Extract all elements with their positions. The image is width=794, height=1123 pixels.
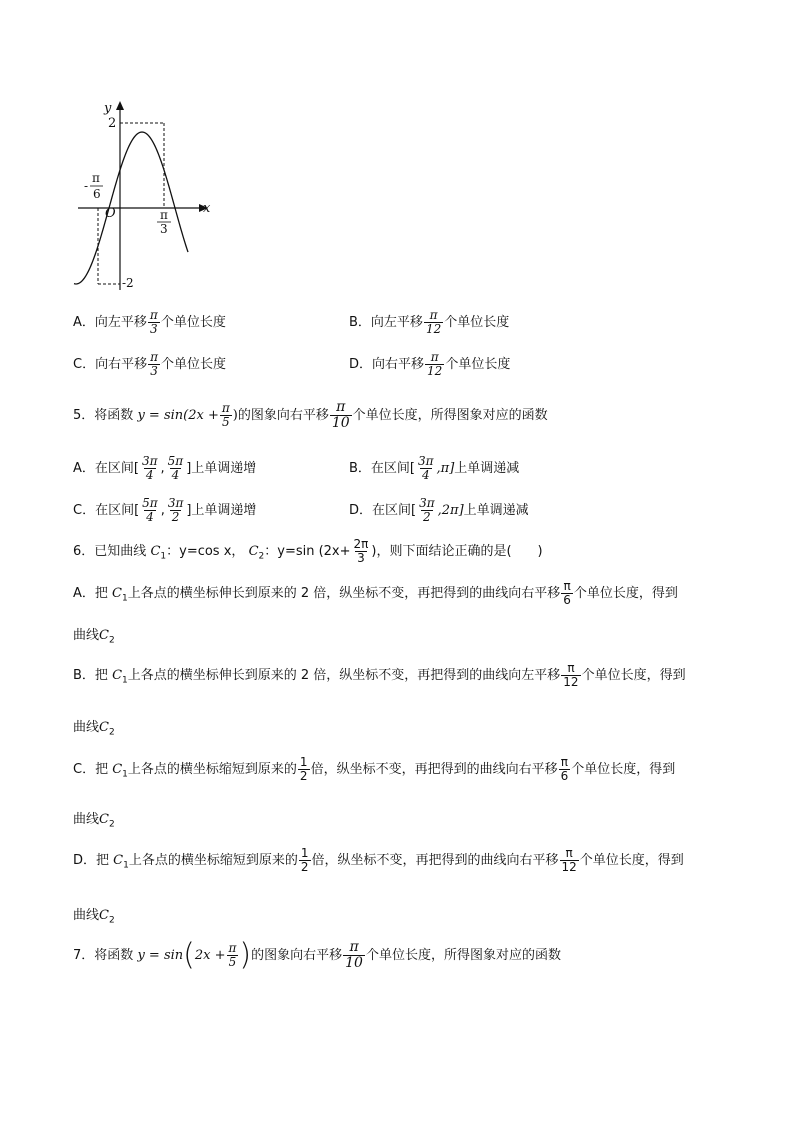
- option-text: 上单调递减: [454, 461, 520, 476]
- frac-num: 3π: [167, 496, 184, 510]
- q4-option-d[interactable]: [349, 351, 510, 378]
- frac-num: 1: [299, 755, 308, 769]
- frac-den: 3: [150, 322, 158, 336]
- origin-label: O: [105, 206, 116, 221]
- question-text: 个单位长度，所得图象对应的函数: [365, 948, 561, 963]
- frac-num: 2π: [353, 537, 369, 551]
- option-text: 个单位长度，得到: [581, 668, 686, 683]
- option-text: 个单位长度: [445, 357, 511, 372]
- q5-option-a[interactable]: [73, 455, 256, 482]
- option-text: 个单位长度: [444, 315, 510, 330]
- frac-den: 2: [299, 769, 308, 783]
- subscript: 1: [122, 675, 128, 686]
- neg-pi-sixth-num: π: [92, 171, 100, 185]
- q6-option-c-line2: [73, 808, 115, 830]
- frac-den: 3: [150, 364, 158, 378]
- subscript: 2: [108, 819, 115, 830]
- option-text: 上单调递减: [463, 503, 529, 518]
- q6-option-c[interactable]: [73, 756, 675, 783]
- question-number: 7．: [73, 948, 95, 963]
- curve-c2: C: [99, 720, 109, 735]
- curve-c1: C: [150, 544, 161, 559]
- option-text: 向右平移: [372, 357, 425, 372]
- option-text: 在区间[: [372, 503, 417, 518]
- frac-den: 6: [563, 593, 571, 607]
- close-paren: ): [232, 408, 238, 423]
- curve-c1: C: [112, 762, 123, 777]
- question-text: 将函数: [94, 948, 134, 963]
- open-paren: (: [183, 937, 195, 973]
- frac-den: 4: [146, 510, 154, 524]
- curve-c2: C: [99, 908, 109, 923]
- y-axis-arrow: [116, 101, 124, 110]
- question-text: 个单位长度，所得图象对应的函数: [352, 408, 548, 423]
- q5-option-c[interactable]: [73, 497, 256, 524]
- curve-c2: C: [99, 812, 109, 827]
- curve-c1: C: [113, 853, 124, 868]
- question-text: 已知曲线: [94, 544, 147, 559]
- option-text: 向左平移: [94, 315, 147, 330]
- frac-num: 3π: [418, 454, 434, 468]
- option-text: 上各点的横坐标缩短到原来的: [127, 762, 297, 777]
- frac-num: π: [221, 401, 230, 415]
- frac-den: 12: [427, 364, 443, 378]
- option-text: 向左平移: [370, 315, 423, 330]
- frac-den: 12: [563, 675, 579, 689]
- option-text: ]上单调递增: [186, 461, 257, 476]
- interval-end: ,π]: [436, 461, 455, 476]
- option-text: 在区间[: [95, 503, 140, 518]
- y-max-label: 2: [108, 116, 117, 131]
- option-text: 个单位长度，得到: [571, 762, 676, 777]
- option-letter: B．把: [73, 668, 108, 683]
- curve-c1: C: [112, 586, 122, 601]
- question-text: 的图象向右平移: [237, 408, 329, 423]
- subscript: 1: [122, 593, 128, 604]
- option-text: 曲线: [73, 720, 100, 735]
- comma: ,: [160, 461, 165, 476]
- question-number: 5．: [73, 408, 95, 423]
- pi-third-num: π: [160, 208, 168, 222]
- q4-option-b[interactable]: [349, 309, 509, 336]
- y-axis-label: y: [104, 101, 112, 116]
- c2-equation: ：y=sin (2x+: [264, 544, 351, 559]
- frac-num: π: [565, 846, 573, 860]
- frac-den: 2: [300, 860, 309, 874]
- frac-den: 4: [145, 468, 154, 482]
- pi-third-den: 3: [160, 222, 168, 236]
- frac-den: 10: [331, 415, 350, 431]
- subscript: 2: [108, 915, 115, 926]
- frac-num: π: [349, 939, 359, 955]
- question-text: 将函数: [94, 408, 134, 423]
- frac-den: 2: [171, 510, 180, 524]
- subscript: 2: [108, 635, 115, 646]
- question-6: [73, 538, 543, 565]
- option-text: 上各点的横坐标伸长到原来的 2 倍，纵坐标不变，再把得到的曲线向左平移: [127, 668, 561, 683]
- option-letter: B．: [349, 461, 371, 476]
- question-text: )，则下面结论正确的是( ): [371, 544, 543, 559]
- option-text: 曲线: [73, 628, 100, 643]
- q6-option-a-line2: [73, 624, 115, 646]
- q6-option-d-line2: [73, 904, 115, 926]
- option-letter: A．把: [73, 586, 108, 601]
- curve-c1: C: [112, 668, 123, 683]
- option-text: 上各点的横坐标伸长到原来的 2 倍，纵坐标不变，再把得到的曲线向右平移: [127, 586, 561, 601]
- option-text: 向右平移: [95, 357, 148, 372]
- frac-den: 10: [345, 955, 363, 971]
- question-7: [73, 937, 561, 973]
- option-letter: B．: [349, 315, 371, 330]
- frac-num: π: [149, 308, 158, 322]
- q5-option-b[interactable]: [349, 455, 519, 482]
- frac-num: π: [560, 755, 569, 769]
- sine-graph: [60, 95, 230, 300]
- frac-den: 5: [221, 415, 230, 429]
- y-min-label: -2: [122, 276, 134, 290]
- frac-num: π: [429, 308, 438, 322]
- option-letter: C．: [73, 503, 96, 518]
- inner-expr: 2x +: [194, 948, 226, 963]
- option-text: 曲线: [73, 812, 100, 827]
- option-text: 倍，纵坐标不变，再把得到的曲线向右平移: [310, 762, 558, 777]
- option-text: 个单位长度: [160, 315, 226, 330]
- function-expr: y = sin: [137, 948, 184, 963]
- q4-option-c[interactable]: [73, 351, 226, 378]
- option-letter: C．: [73, 357, 96, 372]
- close-paren: ): [239, 937, 252, 973]
- function-expr: y = sin(2x +: [137, 408, 219, 423]
- curve-c2: C: [99, 628, 109, 643]
- x-axis-label: x: [203, 201, 211, 216]
- subscript: 2: [108, 727, 115, 738]
- frac-num: π: [430, 350, 439, 364]
- option-text: 在区间[: [94, 461, 139, 476]
- frac-num: π: [563, 579, 571, 593]
- frac-den: 12: [425, 322, 442, 336]
- frac-num: π: [336, 399, 346, 415]
- frac-den: 4: [421, 468, 430, 482]
- option-text: 在区间[: [370, 461, 415, 476]
- q4-option-a[interactable]: [73, 309, 226, 336]
- subscript: 1: [123, 860, 129, 871]
- frac-num: π: [150, 350, 158, 364]
- q6-option-a[interactable]: [73, 580, 678, 607]
- c1-equation: ：y=cos x，: [166, 544, 245, 559]
- option-text: 个单位长度: [160, 357, 226, 372]
- option-text: 曲线: [73, 908, 100, 923]
- frac-den: 3: [357, 551, 365, 565]
- subscript: 2: [258, 551, 265, 562]
- question-text: 的图象向右平移: [251, 948, 343, 963]
- option-text: 上各点的横坐标缩短到原来的: [128, 853, 298, 868]
- frac-den: 4: [171, 468, 180, 482]
- question-5: [73, 400, 548, 431]
- interval-end: ,2π]: [437, 503, 464, 518]
- subscript: 1: [160, 551, 167, 562]
- option-text: 倍，纵坐标不变，再把得到的曲线向右平移: [311, 853, 559, 868]
- option-letter: D．把: [73, 853, 110, 868]
- option-letter: A．: [73, 315, 95, 330]
- comma: ,: [160, 503, 165, 518]
- option-letter: D．: [349, 503, 373, 518]
- curve-c2: C: [248, 544, 259, 559]
- option-letter: D．: [349, 357, 373, 372]
- q6-option-d[interactable]: [73, 847, 684, 874]
- frac-den: 6: [560, 769, 569, 783]
- q6-option-b[interactable]: [73, 662, 686, 689]
- option-text: 个单位长度，得到: [579, 853, 684, 868]
- frac-num: 3π: [141, 454, 158, 468]
- frac-num: 1: [300, 846, 309, 860]
- frac-den: 2: [423, 510, 431, 524]
- neg-pi-sixth-den: 6: [93, 187, 101, 201]
- q5-option-d[interactable]: [349, 497, 529, 524]
- option-letter: A．: [73, 461, 95, 476]
- frac-num: π: [228, 941, 237, 955]
- frac-num: π: [567, 661, 575, 675]
- frac-den: 12: [561, 860, 577, 874]
- frac-num: 5π: [142, 496, 158, 510]
- frac-den: 5: [228, 955, 237, 969]
- frac-num: 5π: [167, 454, 184, 468]
- question-number: 6．: [73, 544, 95, 559]
- neg-pi-sixth-sign: -: [84, 179, 89, 193]
- option-text: ]上单调递增: [186, 503, 257, 518]
- frac-num: 3π: [419, 496, 435, 510]
- option-letter: C．把: [73, 762, 109, 777]
- subscript: 1: [122, 769, 128, 780]
- q6-option-b-line2: [73, 716, 115, 738]
- option-text: 个单位长度，得到: [573, 586, 678, 601]
